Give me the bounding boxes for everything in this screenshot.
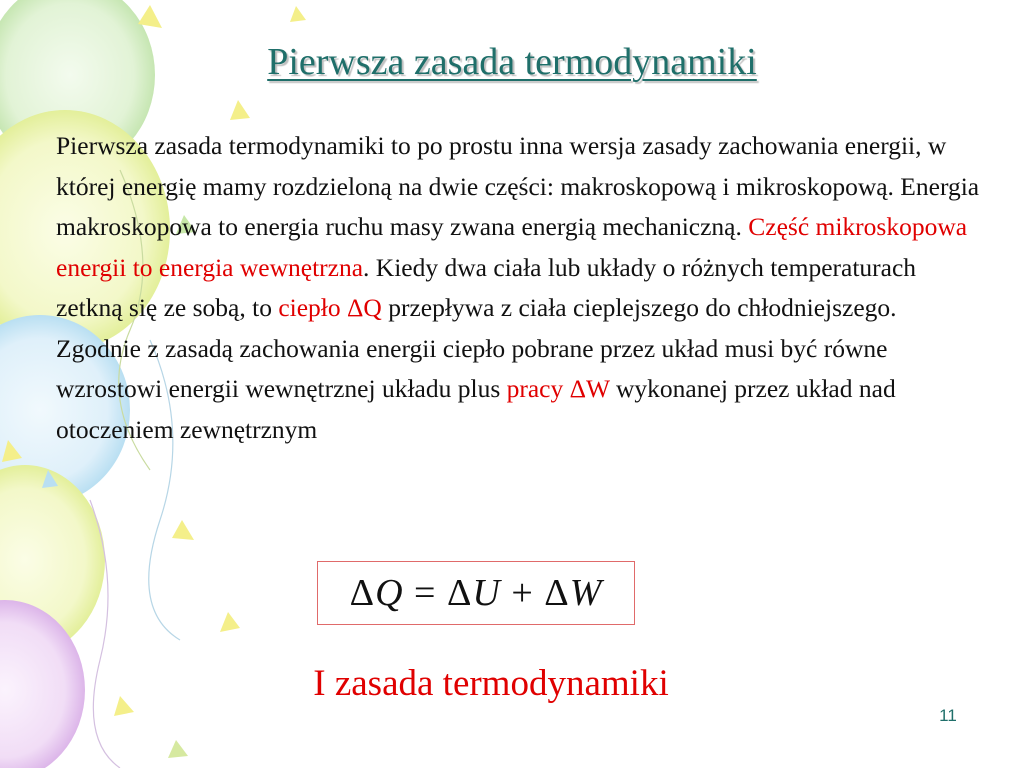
body-text-part: wykonanej przez układ nad otoczeniem zewnętrznym [56,374,896,444]
body-paragraph [56,126,986,450]
formula-delta: Δ [446,572,473,614]
formula-box [317,561,635,625]
formula-u: U [472,572,501,614]
page-number: 11 [939,706,957,725]
slide-title: Pierwsza zasada termodynamiki [267,41,757,83]
formula-equals: = [403,572,447,614]
formula-delta: Δ [349,572,376,614]
body-text-part: Pierwsza zasada termodynamiki to po prostu inna wersja zasady zachowania energii, w której energię mamy rozdzieloną na dwie części: makroskopową i mikroskopową. Energia makroskopowa to energia ruchu masy zwana energią mechaniczną. [56,131,980,241]
formula-caption: I zasada termodynamiki [313,663,669,704]
formula-w: W [569,572,603,614]
highlight-internal-energy: Część mikroskopowa energii to energia wewnętrzna [56,212,968,282]
formula-delta: Δ [544,572,570,614]
formula-q: Q [375,572,404,614]
formula-plus: + [500,572,545,614]
highlight-work: pracy ΔW [506,374,610,403]
body-text-part: . Kiedy dwa ciała lub układy o różnych temperaturach zetkną się ze sobą, to [56,252,917,322]
body-text-part: przepływa z ciała cieplejszego do chłodniejszego. Zgodnie z zasadą zachowania energii ciepło pobrane przez układ musi być równe wzrostowi energii wewnętrznej układu plus [56,293,897,403]
highlight-heat: ciepło ΔQ [278,293,382,322]
